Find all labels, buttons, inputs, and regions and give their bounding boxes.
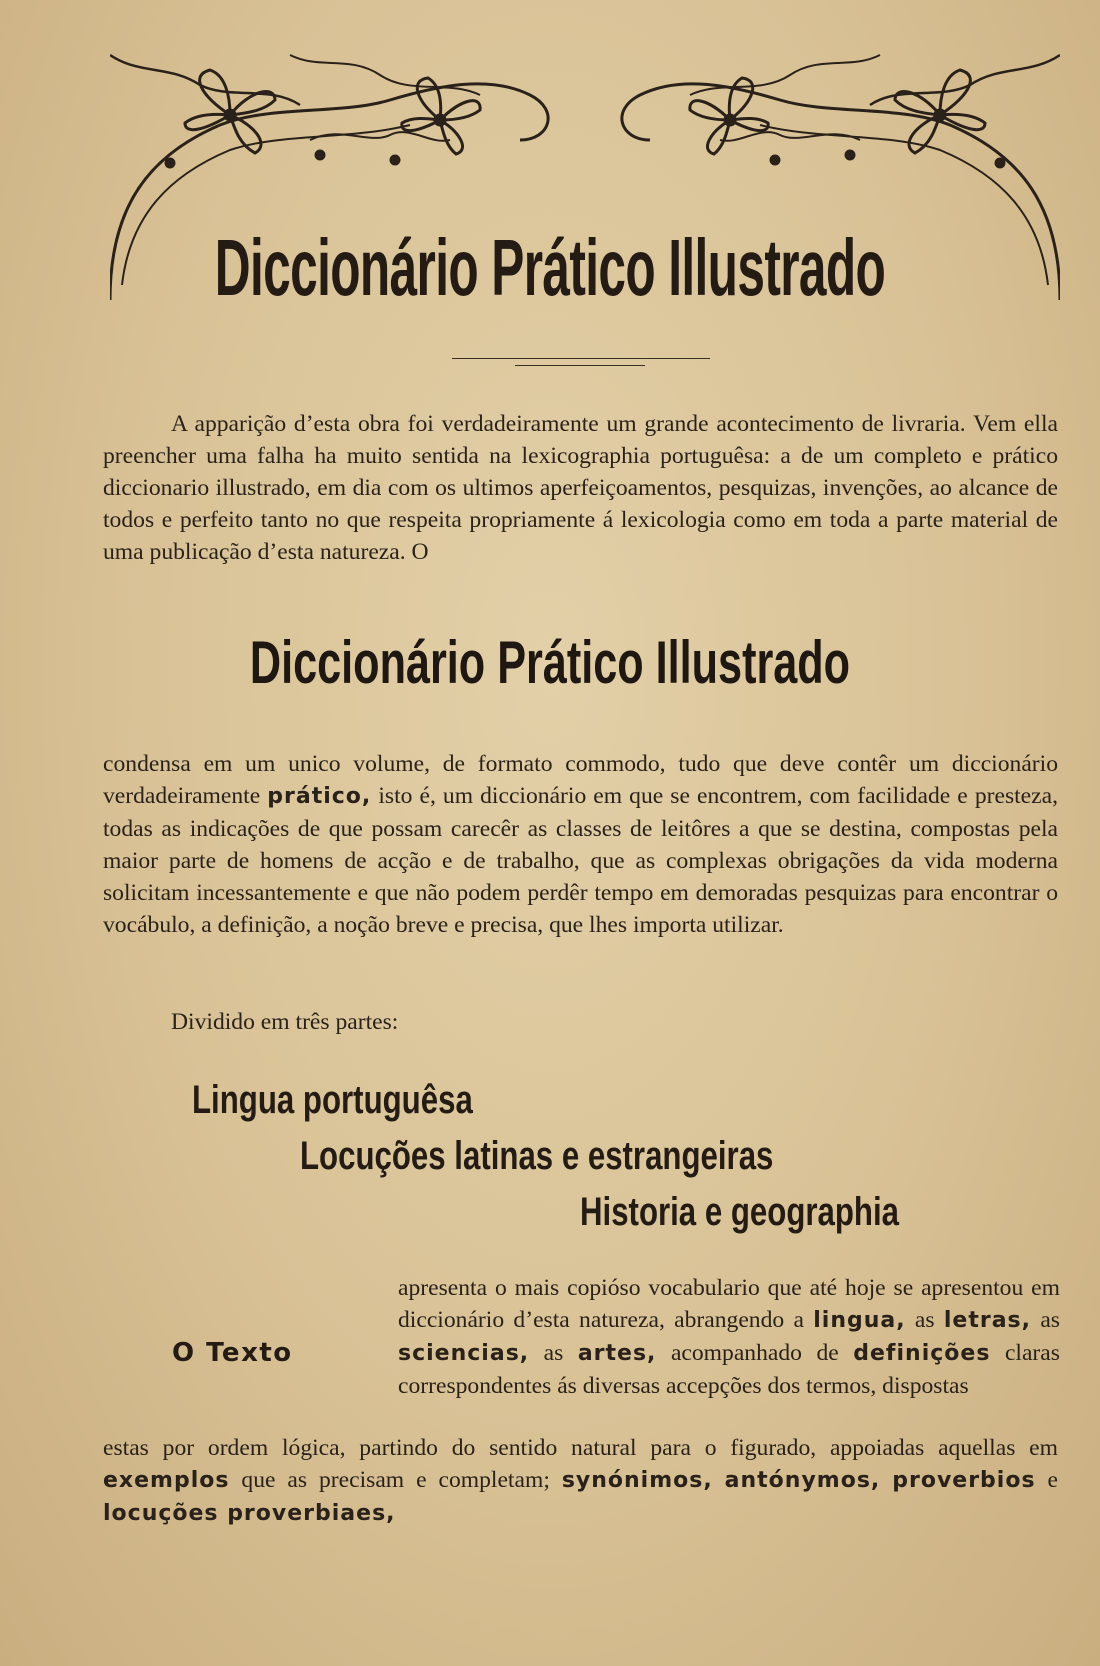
body-bold-pratico: prático, [267, 784, 372, 809]
page-title: Diccionário Prático Illustrado [214, 223, 886, 312]
bold-lingua: lingua, [813, 1308, 906, 1333]
bold-proverbios: proverbios [892, 1468, 1036, 1493]
title-divider-long [452, 358, 710, 359]
intro-paragraph: A apparição d’esta obra foi verdadeiramente um grande acontecimento de livraria. Vem ella preencher uma falha ha muito sentida na lexicographia portuguêsa: a de um completo e prático diccionario illustrado, em dia com os ultimos aperfeiçoamentos, pesquizas, invenções, ao alcance de todos e perfeito tanto no que respeita propriamente á lexicologia como em toda a parte material de uma publicação d’esta natureza. O [103, 411, 1058, 565]
title-divider-short [515, 365, 645, 366]
texto-label: O Texto [172, 1338, 293, 1368]
bold-antonymos: antónymos, [724, 1468, 881, 1493]
bold-artes: artes, [577, 1341, 657, 1366]
body-paragraph [103, 748, 1058, 941]
body-text-1: condensa em um unico volume, de formato commodo, tudo que deve contêr um diccionário verdadeiramente [103, 751, 1058, 809]
part-heading-3: Historia e geographia [580, 1190, 900, 1234]
texto-continuation: estas por ordem lógica, partindo do sentido natural para o figurado, appoiadas aquellas em exemplos que as precisam e completam; synónimos, antónymos, proverbios e locuções proverbiaes, [103, 1435, 1058, 1526]
texto-column: apresenta o mais copióso vocabulario que até hoje se apresentou em diccionário d’esta natureza, abrangendo a lingua, as letras, as sciencias, as artes, acompanhado de definições claras correspondentes ás diversas accepções dos termos, dispostas [398, 1275, 1060, 1399]
part-heading-2: Locuções latinas e estrangeiras [300, 1134, 774, 1178]
bold-locucoes: locuções proverbiaes, [103, 1501, 396, 1526]
bold-letras: letras, [943, 1308, 1032, 1333]
bold-synonimos: synónimos, [561, 1468, 713, 1493]
bold-definicoes: definições [853, 1341, 991, 1366]
section-title: Diccionário Prático Illustrado [249, 629, 851, 696]
bold-exemplos: exemplos [103, 1468, 230, 1493]
flower-left-2 [402, 78, 480, 154]
bold-sciencias: sciencias, [398, 1341, 530, 1366]
body-text-2: isto é, um diccionário em que se encontrem, com facilidade e presteza, todas as indicações de que possam carecêr as classes de leitôres a que se destina, compostas pela maior parte de homens de acção e de trabalho, que as complexas obrigações da vida moderna solicitam incessantemente e que não podem perdêr tempo em demoradas pesquizas para encontrar o vocábulo, a definição, a noção breve e precisa, que lhes importa utilizar. [103, 783, 1058, 938]
part-heading-1: Lingua portuguêsa [192, 1078, 473, 1122]
divided-line: Dividido em três partes: [171, 1009, 399, 1035]
flower-left-1 [185, 70, 275, 153]
